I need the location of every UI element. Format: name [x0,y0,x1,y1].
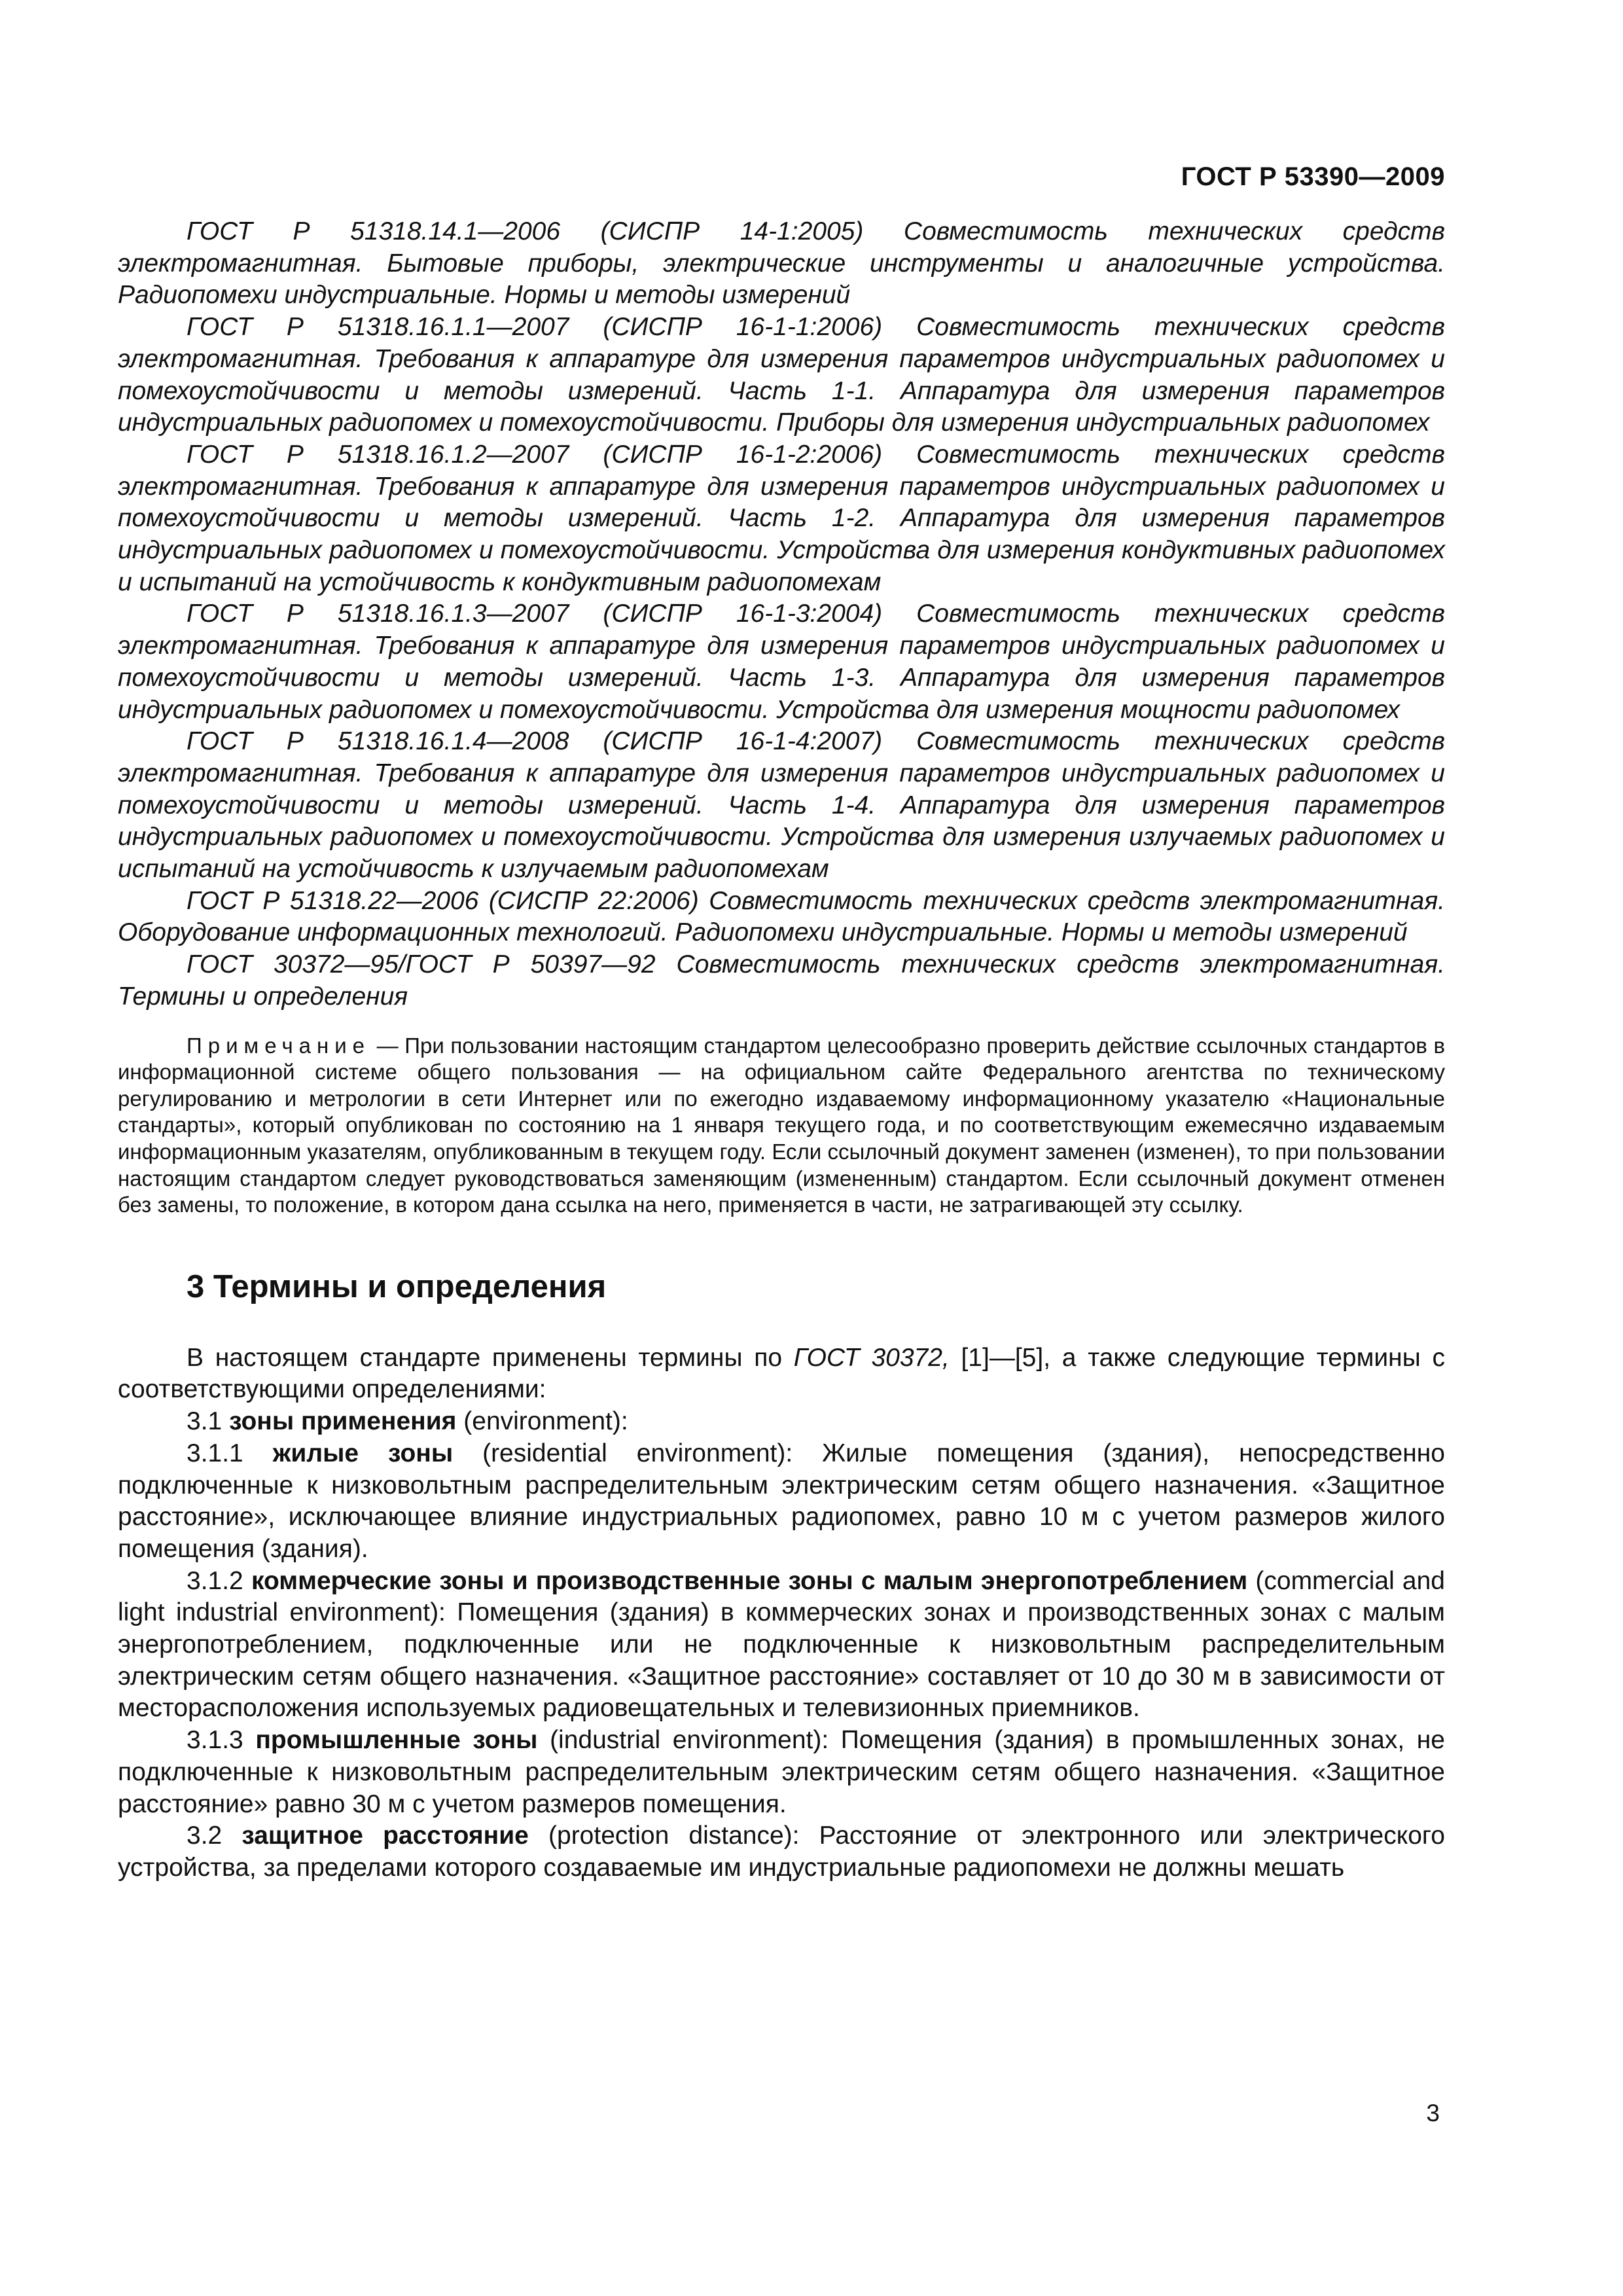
term-name: жилые зоны [272,1439,454,1467]
reference-item: ГОСТ Р 51318.16.1.1—2007 (СИСПР 16-1-1:2006) Совместимость технических средств электромагнитная. Требования к аппаратуре для измерения параметров индустриальных радиопомех и помехоустойчивости и методы измерений. Часть 1-1. Аппаратура для измерения параметров индустриальных радиопомех и помехоустойчивости. Приборы для измерения индустриальных радиопомех [118,313,1445,437]
term-number: 3.1 [187,1407,223,1436]
term-name: защитное расстояние [241,1821,529,1850]
section-intro [118,1342,1445,1406]
reference-item: ГОСТ Р 51318.22—2006 (СИСПР 22:2006) Совместимость технических средств электромагнитная. Оборудование информационных технологий. Радиопомехи индустриальные. Нормы и методы измерений [118,886,1445,947]
reference-item: ГОСТ Р 51318.14.1—2006 (СИСПР 14-1:2005) Совместимость технических средств электромагнитная. Бытовые приборы, электрические инструменты и аналогичные устройства. Радиопомехи индустриальные. Нормы и методы измерений [118,217,1445,310]
intro-ref: ГОСТ 30372, [793,1343,950,1372]
term-name: промышленные зоны [255,1726,538,1755]
term-number: 3.2 [187,1821,223,1850]
note-label: Примечание [187,1033,371,1058]
reference-item: ГОСТ Р 51318.16.1.2—2007 (СИСПР 16-1-2:2006) Совместимость технических средств электромагнитная. Требования к аппаратуре для измерения параметров индустриальных радиопомех и помехоустойчивости и методы измерений. Часть 1-2. Аппаратура для измерения параметров индустриальных радиопомех и помехоустойчивости. Устройства для измерения кондуктивных радиопомех и испытаний на устойчивость к кондуктивным радиопомехам [118,440,1445,596]
term-name: зоны применения [229,1407,457,1436]
intro-text-before: В настоящем стандарте применены термины по [187,1343,794,1372]
term-definition: (commercial and light industrial environment): Помещения (здания) в коммерческих зонах и производственных зонах с малым энергопотреблением, подключенные или не подключенные к низковольтным распределительным электрическим сетям общего назначения. «Защитное расстояние» составляет от 10 до 30 м в зависимости от месторасположения используемых радиовещательных и телевизионных приемников. [118,1566,1445,1723]
page-content [118,216,1445,1884]
term-number: 3.1.1 [187,1439,243,1467]
reference-item: ГОСТ 30372—95/ГОСТ Р 50397—92 Совместимость технических средств электромагнитная. Термины и определения [118,950,1445,1011]
page-number: 3 [1426,2100,1440,2126]
document-header: ГОСТ Р 53390—2009 [1181,162,1445,191]
term-definition: (protection distance): Расстояние от электронного или электрического устройства, за пределами которого создаваемые им индустриальные радиопомехи не должны мешать [118,1821,1445,1882]
note-paragraph [118,1033,1445,1219]
section-heading: 3 Термины и определения [187,1268,607,1304]
reference-item: ГОСТ Р 51318.16.1.3—2007 (СИСПР 16-1-3:2004) Совместимость технических средств электромагнитная. Требования к аппаратуре для измерения параметров индустриальных радиопомех и помехоустойчивости и методы измерений. Часть 1-3. Аппаратура для измерения параметров индустриальных радиопомех и помехоустойчивости. Устройства для измерения мощности радиопомех [118,600,1445,724]
term-item [118,1438,1445,1566]
term-number: 3.1.3 [187,1726,243,1755]
term-name: коммерческие зоны и производственные зоны с малым энергопотреблением [251,1566,1248,1595]
term-number: 3.1.2 [187,1566,243,1595]
term-item [118,1725,1445,1820]
reference-item: ГОСТ Р 51318.16.1.4—2008 (СИСПР 16-1-4:2007) Совместимость технических средств электромагнитная. Требования к аппаратуре для измерения параметров индустриальных радиопомех и помехоустойчивости и методы измерений. Часть 1-4. Аппаратура для измерения параметров индустриальных радиопомех и помехоустойчивости. Устройства для измерения излучаемых радиопомех и испытаний на устойчивость к излучаемым радиопомехам [118,727,1445,884]
term-definition: (environment): [456,1407,628,1436]
term-definition: (residential environment): Жилые помещения (здания), непосредственно подключенные к низковольтным распределительным электрическим сетям общего назначения. «Защитное расстояние», исключающее влияние индустриальных радиопомех, равно 10 м с учетом размеров жилого помещения (здания). [118,1439,1445,1563]
term-definition: (industrial environment): Помещения (здания) в промышленных зонах, не подключенные к низковольтным распределительным электрическим сетям общего назначения. «Защитное расстояние» равно 30 м с учетом размеров помещения. [118,1726,1445,1818]
intro-text-after: [1]—[5], а также следующие термины с соответствующими определениями: [118,1343,1445,1404]
term-item [118,1406,1445,1438]
term-item [118,1820,1445,1884]
note-text: — При пользовании настоящим стандартом целесообразно проверить действие ссылочных стандартов в информационной системе общего пользования — на официальном сайте Федерального агентства по техническому регулированию и метрологии в сети Интернет или по ежегодно издаваемому информационному указателю «Национальные стандарты», который опубликован по состоянию на 1 января текущего года, и по соответствующим ежемесячно издаваемым информационным указателям, опубликованным в текущем году. Если ссылочный документ заменен (изменен), то при пользовании настоящим стандартом следует руководствоваться заменяющим (измененным) стандартом. Если ссылочный документ отменен без замены, то положение, в котором дана ссылка на него, применяется в части, не затрагивающей эту ссылку. [118,1033,1445,1217]
term-item [118,1566,1445,1725]
